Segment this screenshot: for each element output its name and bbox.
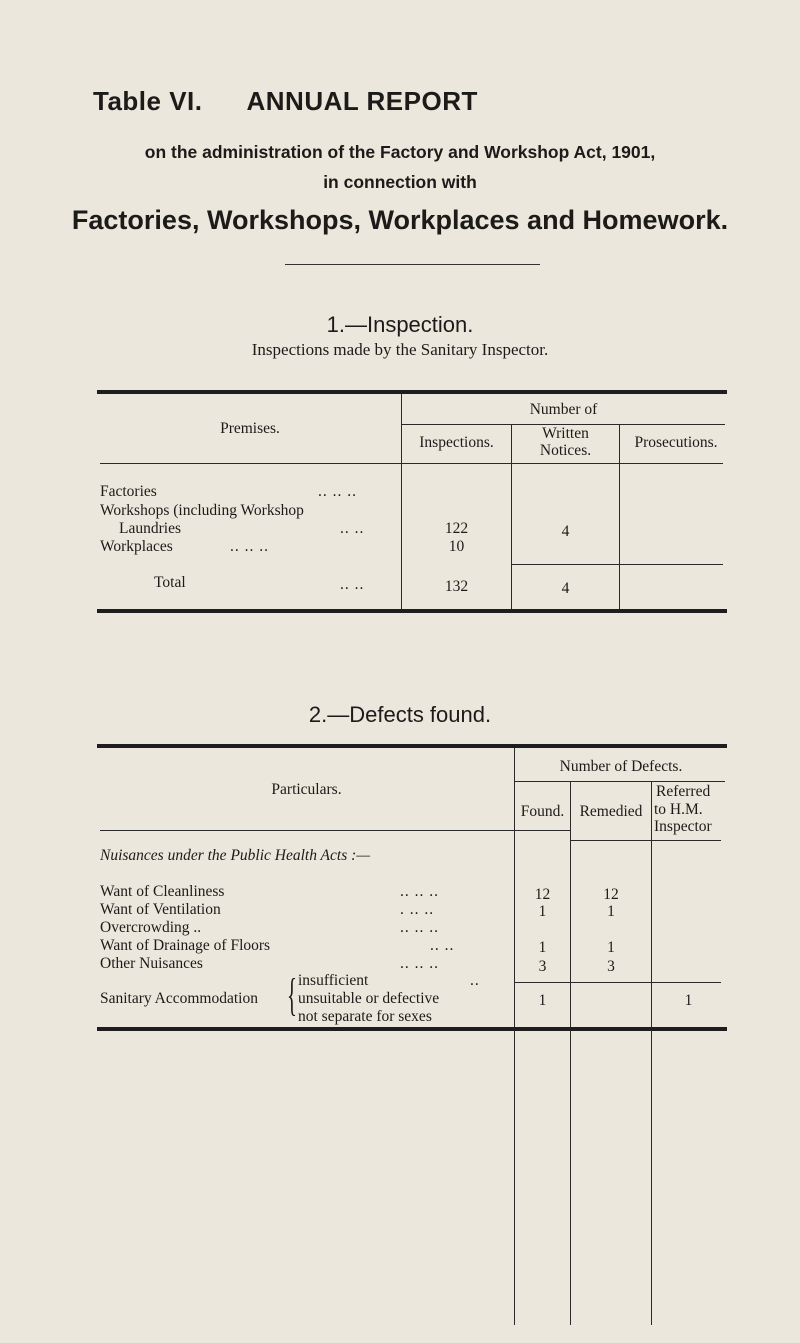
defects-heading: 2.—Defects found.: [308, 702, 492, 727]
header-bottom-rule: [100, 463, 723, 464]
col-number-of: Number of: [529, 401, 598, 418]
section-nuisances: Nuisances under the Public Health Acts :—: [100, 847, 371, 864]
col-premises: Premises.: [220, 420, 280, 437]
divider: [285, 264, 540, 265]
col-prosecutions: Prosecutions.: [634, 434, 718, 451]
col-divider: [514, 1030, 515, 1325]
col-particulars: Particulars.: [271, 781, 342, 798]
col-inspections: Inspections.: [419, 434, 494, 451]
report-subtitle-connector: in connection with: [323, 172, 477, 192]
brace: {: [287, 969, 297, 1020]
table-bottom-rule: [97, 609, 727, 613]
col-found: Found.: [520, 803, 565, 820]
inspection-heading: 1.—Inspection.: [326, 312, 474, 337]
col-divider: [619, 424, 620, 612]
col-divider: [570, 1030, 571, 1325]
table-top-rule: [97, 390, 727, 394]
col-number-of-defects: Number of Defects.: [559, 758, 683, 775]
table-bottom-rule: [97, 1027, 727, 1031]
table-label: Table VI.: [93, 86, 203, 116]
header-bottom-rule: [571, 840, 721, 841]
header-bottom-rule: [100, 830, 570, 831]
col-written-notices: Written Notices.: [539, 425, 592, 459]
report-header: [93, 86, 478, 117]
total-rule: [515, 982, 721, 983]
report-subtitle-line: on the administration of the Factory and Workshop Act, 1901,: [144, 142, 656, 162]
table-top-rule: [97, 744, 727, 748]
report-main-heading: Factories, Workshops, Workplaces and Homework.: [71, 205, 729, 235]
col-divider: [651, 1030, 652, 1325]
inspection-subheading: Inspections made by the Sanitary Inspector.: [251, 340, 549, 359]
col-remedied: Remedied: [579, 803, 643, 820]
report-title: ANNUAL REPORT: [246, 86, 478, 116]
total-rule: [512, 564, 723, 565]
col-referred: Referred to H.M. Inspector: [654, 783, 712, 835]
header-rule: [515, 781, 725, 782]
